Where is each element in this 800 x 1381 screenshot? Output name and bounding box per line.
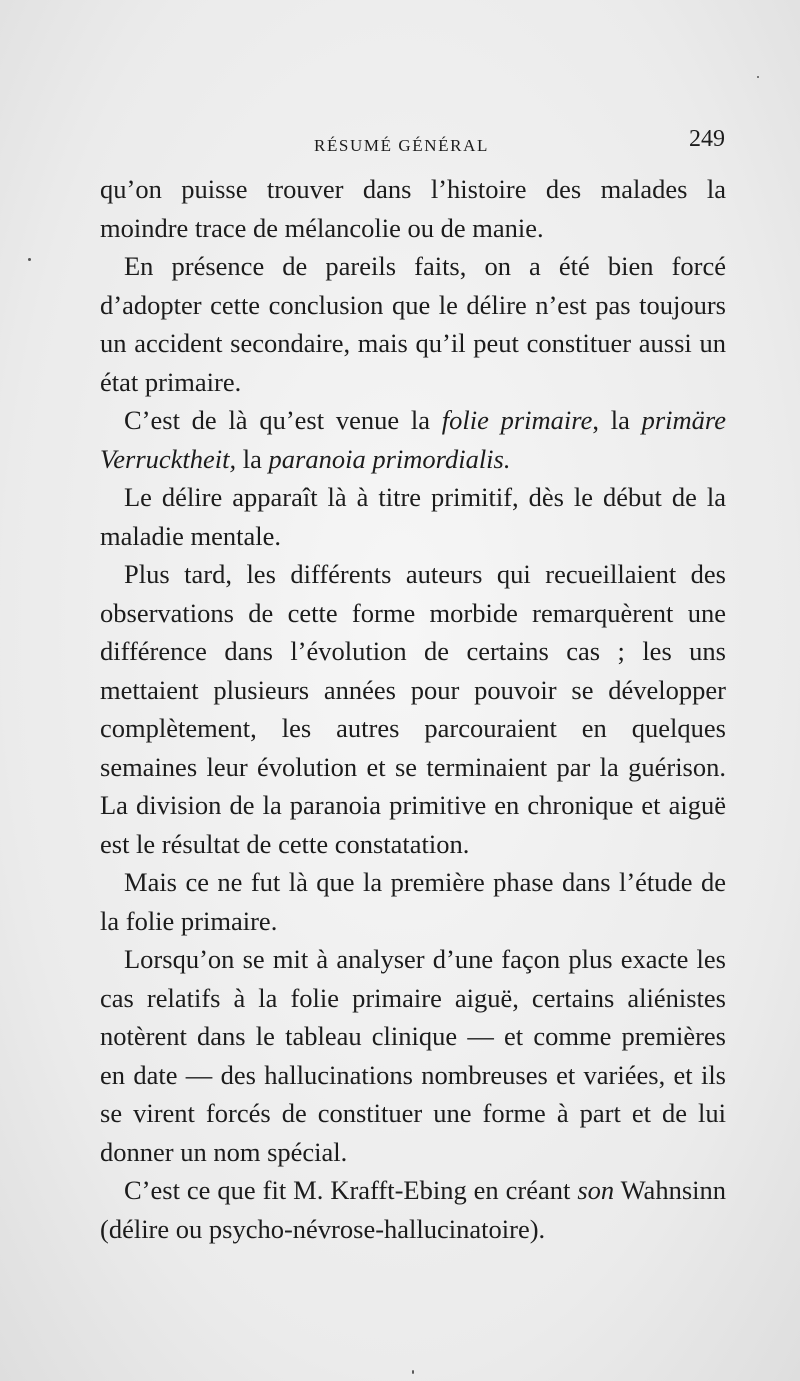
body-text xyxy=(100,170,726,1248)
paragraph-text: Wahnsinn (délire ou psycho-névrose-hallucinatoire). xyxy=(100,1175,726,1244)
running-head xyxy=(100,122,730,162)
paragraph-text: , la xyxy=(592,405,642,435)
paragraph-text: C’est de là qu’est venue la xyxy=(124,405,442,435)
paper-speck xyxy=(28,258,31,261)
paragraph xyxy=(100,401,726,478)
italic-term: folie primaire xyxy=(441,405,593,435)
running-title: RÉSUMÉ GÉNÉRAL xyxy=(314,136,489,155)
italic-term: son xyxy=(577,1175,615,1205)
paragraph: Plus tard, les différents auteurs qui recueillaient des observations de cette forme morbide remarquèrent une différence dans l’évolution de certains cas ; les uns mettaient plusieurs années pour pouvoir se développer complètement, les autres parcouraient en quelques semaines leur évolution et se terminaient par la guérison. La division de la paranoia primitive en chronique et aiguë est le résultat de cette constatation. xyxy=(100,559,726,859)
paragraph: Lorsqu’on se mit à analyser d’une façon plus exacte les cas relatifs à la folie primaire aiguë, certains aliénistes notèrent dans le tableau clinique — et comme premières en date — des hallucinations nombreuses et variées, et ils se virent forcés de constituer une forme à part et de lui donner un nom spécial. xyxy=(100,944,726,1167)
paragraph: Mais ce ne fut là que la première phase dans l’étude de la folie primaire. xyxy=(100,867,726,936)
paragraph xyxy=(100,1171,726,1248)
italic-term: primäre Verrucktheit, xyxy=(100,405,727,474)
paper-speck xyxy=(757,76,759,78)
italic-term: paranoia primordialis. xyxy=(268,443,511,474)
paragraph-text: C’est ce que fit M. Krafft-Ebing en créant xyxy=(124,1175,578,1205)
paragraph: En présence de pareils faits, on a été bien forcé d’adopter cette conclusion que le délire n’est pas toujours un accident secondaire, mais qu’il peut constituer aussi un état primaire. xyxy=(100,251,726,397)
paragraph: Le délire apparaît là à titre primitif, dès le début de la maladie mentale. xyxy=(100,482,726,551)
paragraph: qu’on puisse trouver dans l’histoire des malades la moindre trace de mélancolie ou de manie. xyxy=(100,174,726,243)
page-number: 249 xyxy=(689,126,725,152)
paragraph-text: la xyxy=(236,443,269,474)
paper-speck xyxy=(412,1370,414,1374)
